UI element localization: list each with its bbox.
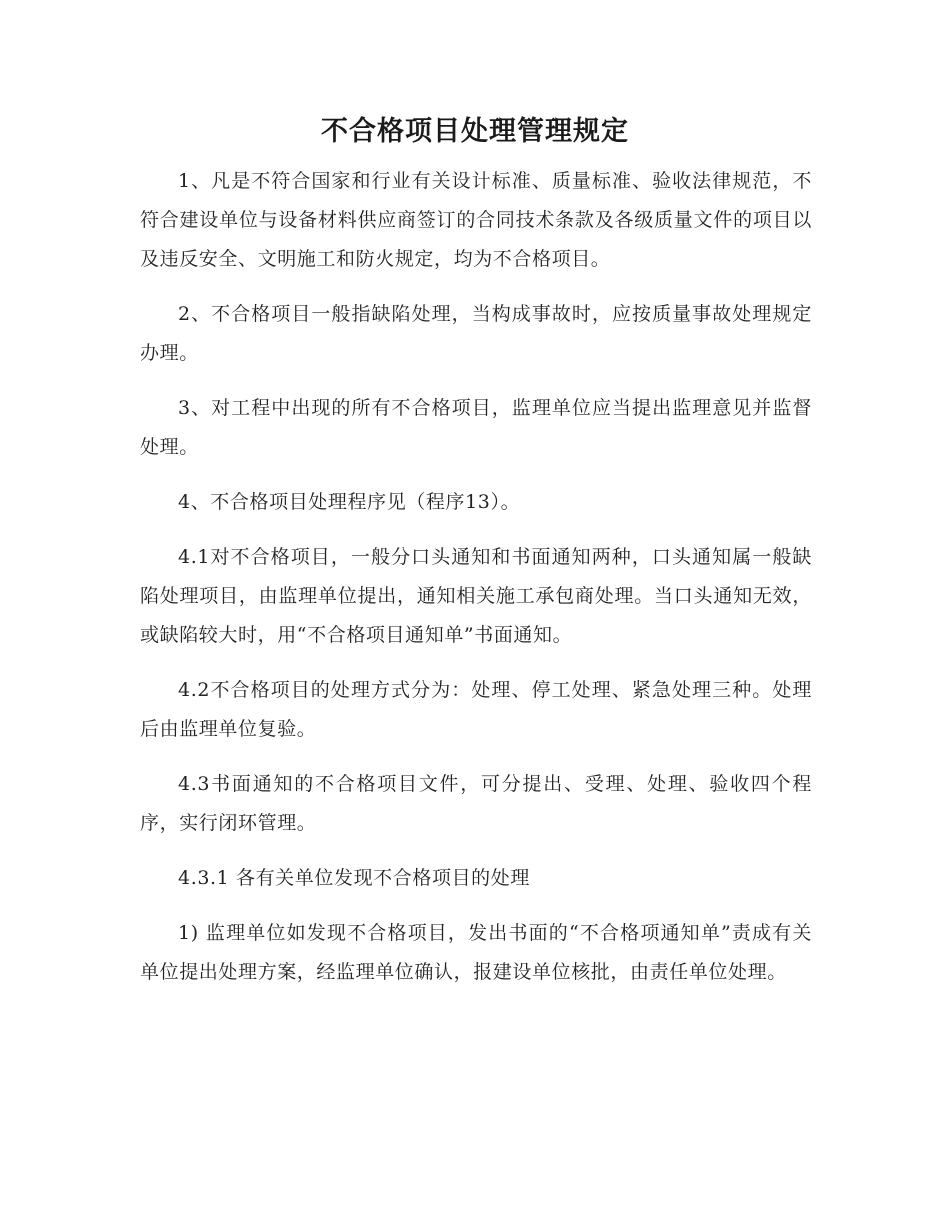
paragraph-4-3-1: 4.3.1 各有关单位发现不合格项目的处理 xyxy=(178,867,530,889)
paragraph-1: 1、凡是不符合国家和行业有关设计标准、质量标准、验收法律规范，不符合建设单位与设备材料供应商签订的合同技术条款及各级质量文件的项目以及违反安全、文明施工和防火规定，均为不合格项目。 xyxy=(140,170,812,270)
paragraph-4-1: 4.1对不合格项目，一般分口头通知和书面通知两种，口头通知属一般缺陷处理项目，由监理单位提出，通知相关施工承包商处理。当口头通知无效，或缺陷较大时，用“不合格项目通知单”书面通知。 xyxy=(140,546,812,646)
paragraph-4-3: 4.3书面通知的不合格项目文件，可分提出、受理、处理、验收四个程序，实行闭环管理。 xyxy=(140,773,812,834)
document-title: 不合格项目处理管理规定 xyxy=(321,116,629,147)
paragraph-2: 2、不合格项目一般指缺陷处理，当构成事故时，应按质量事故处理规定办理。 xyxy=(140,303,812,364)
paragraph-4: 4、不合格项目处理程序见（程序13）。 xyxy=(178,491,521,513)
paragraph-3: 3、对工程中出现的所有不合格项目，监理单位应当提出监理意见并监督处理。 xyxy=(140,397,812,458)
document-body xyxy=(140,162,812,1008)
paragraph-4-2: 4.2不合格项目的处理方式分为：处理、停工处理、紧急处理三种。处理后由监理单位复验。 xyxy=(140,679,812,740)
paragraph-item-1: 1) 监理单位如发现不合格项目，发出书面的“不合格项通知单”责成有关单位提出处理方案，经监理单位确认，报建设单位核批，由责任单位处理。 xyxy=(140,922,812,983)
